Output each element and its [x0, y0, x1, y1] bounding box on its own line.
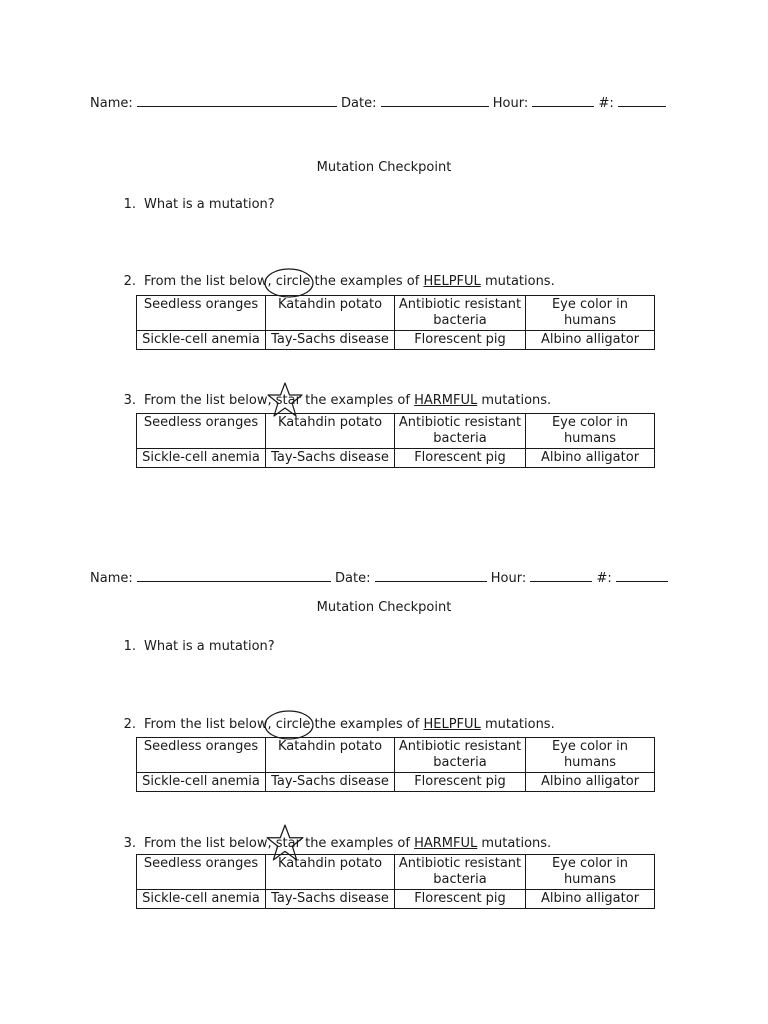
- question-3: [114, 836, 551, 852]
- question-prefix: From the list below,: [144, 393, 272, 408]
- question-keyword: HELPFUL: [423, 717, 481, 732]
- option-cell[interactable]: Tay-Sachs disease: [266, 890, 395, 909]
- options-table-harmful: [136, 413, 655, 468]
- question-prefix: From the list below,: [144, 836, 272, 851]
- question-1: [114, 197, 275, 213]
- options-table-helpful: [136, 737, 655, 792]
- date-blank[interactable]: [381, 94, 489, 107]
- name-blank[interactable]: [137, 94, 337, 107]
- option-cell[interactable]: Tay-Sachs disease: [266, 449, 395, 468]
- options-table-helpful: [136, 295, 655, 350]
- option-cell[interactable]: Florescent pig: [395, 890, 526, 909]
- option-cell[interactable]: Tay-Sachs disease: [266, 331, 395, 350]
- number-blank[interactable]: [618, 94, 666, 107]
- question-keyword: HARMFUL: [414, 836, 478, 851]
- table-row: [137, 773, 655, 792]
- option-cell[interactable]: Seedless oranges: [137, 738, 266, 773]
- question-2: [114, 717, 555, 733]
- question-middle: the examples of: [314, 717, 420, 732]
- question-action: circle: [275, 717, 311, 732]
- question-suffix: mutations.: [484, 274, 555, 289]
- option-cell[interactable]: Katahdin potato: [266, 738, 395, 773]
- number-blank[interactable]: [616, 569, 668, 582]
- question-action: star: [275, 393, 301, 408]
- page-title: Mutation Checkpoint: [316, 160, 452, 175]
- page-title: Mutation Checkpoint: [316, 600, 452, 615]
- question-action: circle: [275, 274, 311, 289]
- question-keyword: HELPFUL: [423, 274, 481, 289]
- question-text: What is a mutation?: [144, 197, 275, 212]
- header-line: [90, 94, 676, 112]
- table-row: [137, 414, 655, 449]
- question-number: 3.: [123, 836, 136, 851]
- option-cell[interactable]: Albino alligator: [526, 331, 655, 350]
- option-cell[interactable]: Albino alligator: [526, 449, 655, 468]
- question-number: 3.: [123, 393, 136, 408]
- option-cell[interactable]: Eye color in humans: [526, 738, 655, 773]
- option-cell[interactable]: Seedless oranges: [137, 414, 266, 449]
- option-cell[interactable]: Seedless oranges: [137, 855, 266, 890]
- hour-blank[interactable]: [532, 94, 594, 107]
- option-cell[interactable]: Florescent pig: [395, 331, 526, 350]
- question-number: 2.: [123, 274, 136, 289]
- question-suffix: mutations.: [481, 836, 552, 851]
- date-label: Date:: [341, 96, 377, 111]
- option-cell[interactable]: Sickle-cell anemia: [137, 890, 266, 909]
- question-middle: the examples of: [305, 393, 410, 408]
- question-prefix: From the list below,: [144, 274, 272, 289]
- question-1: [114, 639, 275, 655]
- date-label: Date:: [335, 571, 371, 586]
- option-cell[interactable]: Katahdin potato: [266, 296, 395, 331]
- options-table-harmful: [136, 854, 655, 909]
- option-cell[interactable]: Eye color in humans: [526, 296, 655, 331]
- question-3: [114, 393, 551, 409]
- option-cell[interactable]: Eye color in humans: [526, 414, 655, 449]
- question-keyword: HARMFUL: [414, 393, 478, 408]
- option-cell[interactable]: Sickle-cell anemia: [137, 331, 266, 350]
- table-row: [137, 449, 655, 468]
- date-blank[interactable]: [375, 569, 487, 582]
- option-cell[interactable]: Antibiotic resistant bacteria: [395, 855, 526, 890]
- question-2: [114, 274, 555, 290]
- option-cell[interactable]: Sickle-cell anemia: [137, 449, 266, 468]
- question-middle: the examples of: [305, 836, 410, 851]
- name-label: Name:: [90, 571, 133, 586]
- table-row: [137, 890, 655, 909]
- table-row: [137, 855, 655, 890]
- option-cell[interactable]: Antibiotic resistant bacteria: [395, 738, 526, 773]
- question-suffix: mutations.: [484, 717, 555, 732]
- question-number: 1.: [123, 639, 136, 654]
- option-cell[interactable]: Antibiotic resistant bacteria: [395, 296, 526, 331]
- option-cell[interactable]: Albino alligator: [526, 773, 655, 792]
- option-cell[interactable]: Eye color in humans: [526, 855, 655, 890]
- name-label: Name:: [90, 96, 133, 111]
- option-cell[interactable]: Katahdin potato: [266, 414, 395, 449]
- table-row: [137, 738, 655, 773]
- worksheet-1: [0, 0, 768, 470]
- header-line: [90, 569, 676, 587]
- question-middle: the examples of: [314, 274, 420, 289]
- table-row: [137, 331, 655, 350]
- question-suffix: mutations.: [481, 393, 552, 408]
- option-cell[interactable]: Florescent pig: [395, 449, 526, 468]
- hour-label: Hour:: [490, 571, 527, 586]
- hour-blank[interactable]: [530, 569, 592, 582]
- question-action: star: [275, 836, 301, 851]
- option-cell[interactable]: Seedless oranges: [137, 296, 266, 331]
- table-row: [137, 296, 655, 331]
- worksheet-2: [0, 474, 768, 944]
- option-cell[interactable]: Antibiotic resistant bacteria: [395, 414, 526, 449]
- hour-label: Hour:: [492, 96, 529, 111]
- option-cell[interactable]: Florescent pig: [395, 773, 526, 792]
- option-cell[interactable]: Albino alligator: [526, 890, 655, 909]
- question-number: 1.: [123, 197, 136, 212]
- name-blank[interactable]: [137, 569, 331, 582]
- question-number: 2.: [123, 717, 136, 732]
- option-cell[interactable]: Sickle-cell anemia: [137, 773, 266, 792]
- option-cell[interactable]: Katahdin potato: [266, 855, 395, 890]
- number-label: #:: [598, 96, 614, 111]
- question-prefix: From the list below,: [144, 717, 272, 732]
- number-label: #:: [596, 571, 612, 586]
- question-text: What is a mutation?: [144, 639, 275, 654]
- option-cell[interactable]: Tay-Sachs disease: [266, 773, 395, 792]
